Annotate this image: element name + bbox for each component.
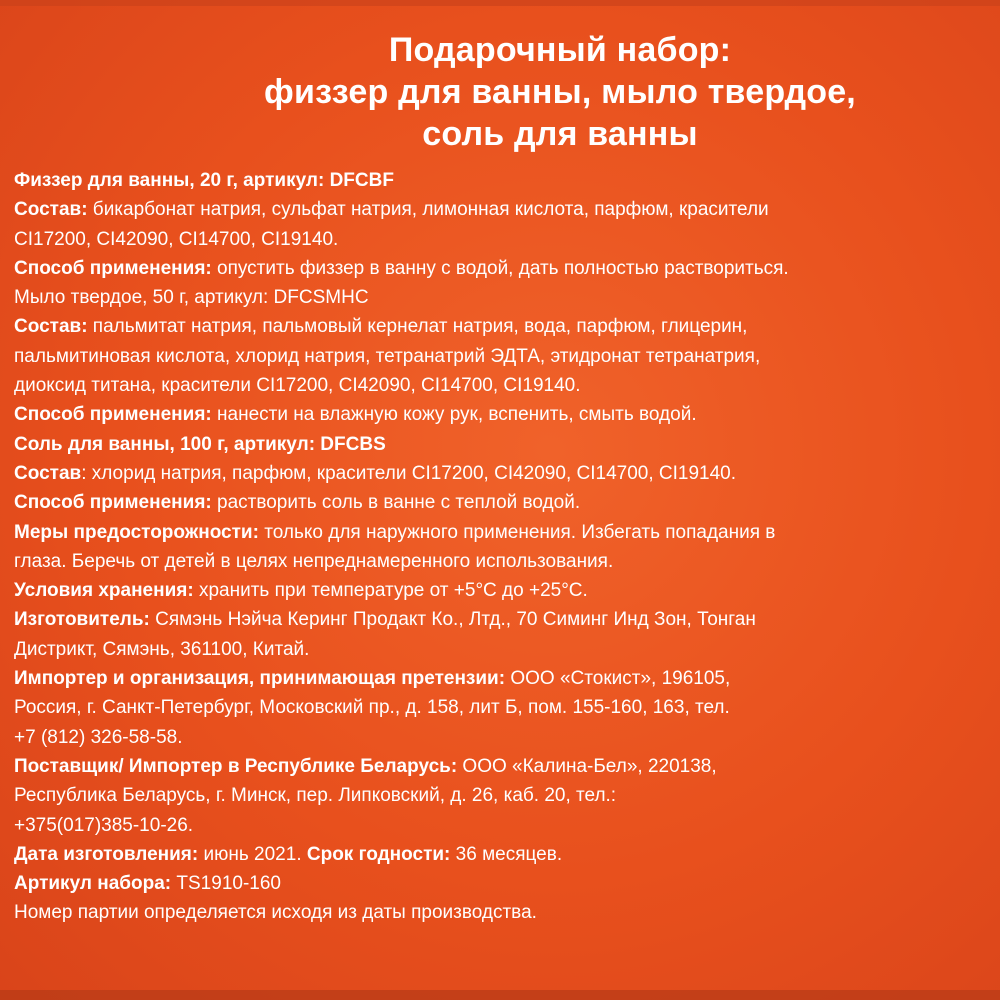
text-line xyxy=(14,840,994,869)
text-line xyxy=(14,781,994,810)
text-line xyxy=(14,342,994,371)
text-line xyxy=(14,576,994,605)
text-line xyxy=(14,312,994,341)
line-bold: Физзер для ванны, 20 г, артикул: DFCBF xyxy=(14,170,394,191)
line-bold: Состав: xyxy=(14,316,88,338)
text-line xyxy=(14,225,994,254)
line-bold: Соль для ванны, 100 г, артикул: DFCBS xyxy=(14,433,386,455)
line-bold: Состав xyxy=(14,462,82,484)
line-bold: Условия хранения: xyxy=(14,580,194,602)
line-bold: Способ применения: xyxy=(14,492,212,514)
text-line xyxy=(14,195,994,224)
line-text: Сямэнь Нэйча Керинг Продакт Ко., Лтд., 70 Симинг Инд Зон, Тонган xyxy=(149,609,756,631)
line-text: бикарбонат натрия, сульфат натрия, лимонная кислота, парфюм, красители xyxy=(87,199,769,221)
line-text: Мыло твердое, 50 г, артикул: DFCSMHC xyxy=(14,287,369,309)
product-title xyxy=(0,0,1000,155)
line-text: растворить соль в ванне с теплой водой. xyxy=(211,492,581,514)
line-text: Дистрикт, Сямэнь, 361100, Китай. xyxy=(14,638,310,660)
line-text: пальмитат натрия, пальмовый кернелат натрия, вода, парфюм, глицерин, xyxy=(87,316,748,338)
line-text: +375(017)385-10-26. xyxy=(14,814,194,836)
text-line xyxy=(14,254,994,283)
line-text: ООО «Калина-Бел», 220138, xyxy=(457,755,717,777)
text-line xyxy=(14,693,994,722)
product-description xyxy=(14,166,994,928)
line-bold: Дата изготовления: xyxy=(14,843,199,865)
line-text: CI17200, CI42090, CI14700, CI19140. xyxy=(14,228,339,250)
text-line xyxy=(14,283,994,312)
line-text: +7 (812) 326-58-58. xyxy=(14,726,183,748)
line-text: диоксид титана, красители CI17200, CI42090, CI14700, CI19140. xyxy=(14,375,581,397)
line-text: нанести на влажную кожу рук, вспенить, смыть водой. xyxy=(211,404,697,426)
line-text: ООО «Стокист», 196105, xyxy=(505,668,731,690)
text-line xyxy=(14,400,994,429)
line-text: : хлорид натрия, парфюм, красители CI17200, CI42090, CI14700, CI19140. xyxy=(81,462,737,484)
title-line-2: физзер для ванны, мыло твердое, xyxy=(264,73,856,111)
line-text-2: 36 месяцев. xyxy=(450,843,563,865)
line-text: пальмитиновая кислота, хлорид натрия, тетранатрий ЭДТА, этидронат тетранатрия, xyxy=(14,345,761,367)
line-bold: Состав: xyxy=(14,199,88,221)
text-line xyxy=(14,488,994,517)
line-text: хранить при температуре от +5°С до +25°С. xyxy=(193,580,588,602)
line-text: TS1910-160 xyxy=(171,873,281,895)
line-bold: Способ применения: xyxy=(14,257,212,279)
text-line xyxy=(14,723,994,752)
text-line xyxy=(14,459,994,488)
title-line-1: Подарочный набор: xyxy=(388,31,732,69)
text-line xyxy=(14,752,994,781)
line-bold: Артикул набора: xyxy=(14,873,172,895)
line-bold-2: Срок годности: xyxy=(306,843,451,865)
text-line xyxy=(14,547,994,576)
line-text: глаза. Беречь от детей в целях непреднамеренного использования. xyxy=(14,550,614,572)
line-text: Россия, г. Санкт-Петербург, Московский пр., д. 158, лит Б, пом. 155-160, 163, тел. xyxy=(14,697,730,719)
text-line xyxy=(14,898,994,927)
text-line xyxy=(14,430,994,459)
line-text: Республика Беларусь, г. Минск, пер. Липковский, д. 26, каб. 20, тел.: xyxy=(14,785,617,807)
text-line xyxy=(14,518,994,547)
text-line xyxy=(14,605,994,634)
text-line xyxy=(14,811,994,840)
line-text: июнь 2021. xyxy=(198,843,307,865)
text-line xyxy=(14,664,994,693)
text-line xyxy=(14,635,994,664)
bottom-edge-shadow xyxy=(0,990,1000,1000)
line-bold: Изготовитель: xyxy=(14,609,150,631)
line-bold: Способ применения: xyxy=(14,404,212,426)
line-text: опустить физзер в ванну с водой, дать полностью раствориться. xyxy=(211,257,789,279)
line-bold: Поставщик/ Импортер в Республике Беларусь: xyxy=(14,755,458,777)
text-line xyxy=(14,166,994,195)
line-bold: Меры предосторожности: xyxy=(14,521,259,543)
title-line-3: соль для ванны xyxy=(422,115,698,153)
line-bold: Импортер и организация, принимающая претензии: xyxy=(14,668,506,690)
text-line xyxy=(14,869,994,898)
line-text: только для наружного применения. Избегать попадания в xyxy=(258,521,776,543)
line-text: Номер партии определяется исходя из даты производства. xyxy=(14,902,537,924)
text-line xyxy=(14,371,994,400)
